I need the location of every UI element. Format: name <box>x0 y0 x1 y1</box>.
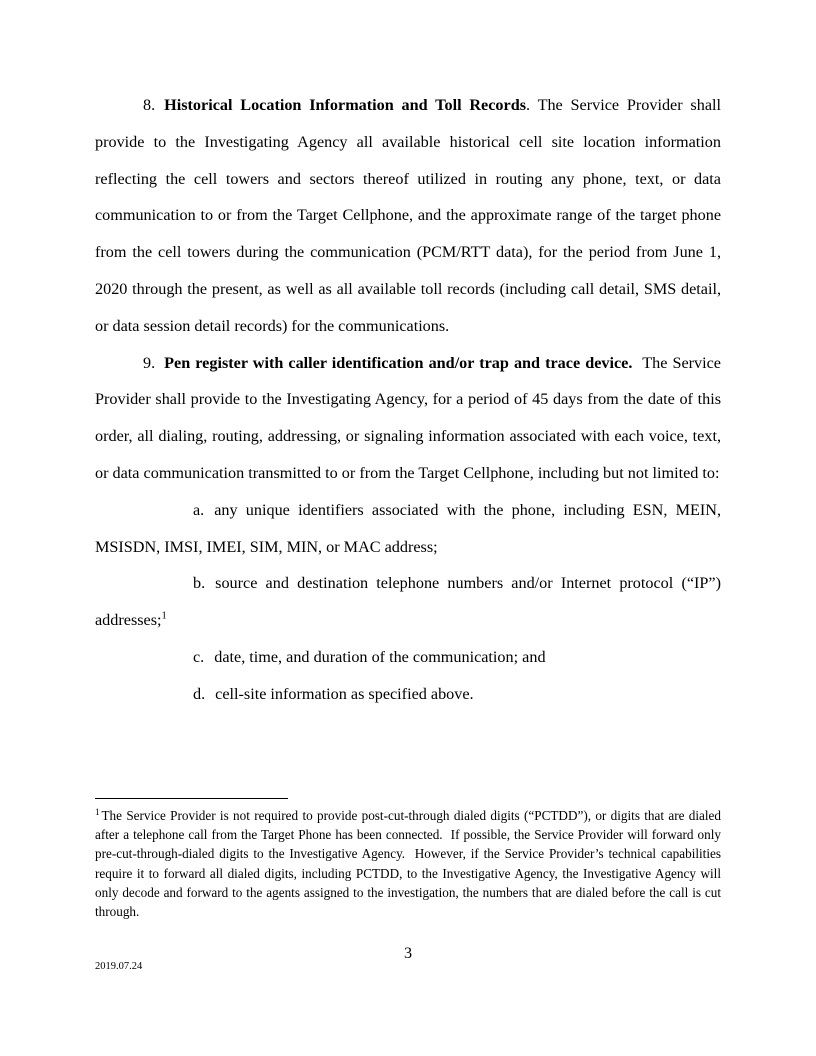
list-item-b <box>95 565 721 639</box>
footer-date: 2019.07.24 <box>95 961 143 972</box>
footnote-1-text: The Service Provider is not required to provide post-cut-through dialed digits (“PCTDD”), or digits that are dialed after a telephone call from the Target Phone has been connected. If possible, the Service Provider will forward only pre-cut-through-dialed digits to the Investigative Agency. However, if the Service Provider’s technical capabilities require it to forward all dialed digits, including PCTDD, to the Investigative Agency, the Investigative Agency will only decode and forward to the agents assigned to the investigation, the numbers that are dialed before the call is cut through. <box>95 808 721 920</box>
footnote-1-marker: 1 <box>95 806 100 817</box>
paragraph-8-number: 8. <box>143 96 156 114</box>
paragraph-9 <box>95 345 721 492</box>
page-number: 3 <box>403 944 413 962</box>
list-item-b-text: source and destination telephone numbers and/or Internet protocol (“IP”) addresses; <box>95 574 721 630</box>
list-item-c-text: date, time, and duration of the communication; and <box>214 647 546 666</box>
paragraph-8 <box>95 87 721 345</box>
footnote-area <box>95 798 721 921</box>
footnote-separator <box>95 798 288 799</box>
paragraph-8-text: . The Service Provider shall provide to the Investigating Agency all available historical cell site location information reflecting the cell towers and sectors thereof utilized in routing any phone, text, or data communication to or from the Target Cellphone, and the approximate range of the target phone from the cell towers during the communication (PCM/RTT data), for the period from June 1, 2020 through the present, as well as all available toll records (including call detail, SMS detail, or data session detail records) for the communications. <box>95 96 721 335</box>
list-item-b-label: b. <box>193 574 206 593</box>
list-item-a-text: any unique identifiers associated with the phone, including ESN, MEIN, MSISDN, IMSI, IMEI, SIM, MIN, or MAC address; <box>95 500 721 556</box>
footnote-reference: 1 <box>161 610 167 622</box>
list-item-d-label: d. <box>193 684 206 703</box>
list-item-d-text: cell-site information as specified above. <box>215 684 474 703</box>
list-item-a <box>95 492 721 566</box>
paragraph-8-heading: Historical Location Information and Toll Records <box>164 96 527 114</box>
list-item-c-label: c. <box>193 647 205 666</box>
list-item-c <box>95 639 721 676</box>
list-item-a-label: a. <box>193 500 205 519</box>
paragraph-9-heading: Pen register with caller identification and/or trap and trace device. <box>164 353 633 372</box>
document-body <box>95 87 721 713</box>
paragraph-9-number: 9. <box>143 353 156 372</box>
footnote-1 <box>95 806 721 921</box>
paragraph-9-text: The Service Provider shall provide to the Investigating Agency, for a period of 45 days from the date of this order, all dialing, routing, addressing, or signaling information associated with each voice, text, or data communication transmitted to or from the Target Cellphone, including but not limited to: <box>95 353 721 482</box>
list-item-d <box>95 676 721 713</box>
